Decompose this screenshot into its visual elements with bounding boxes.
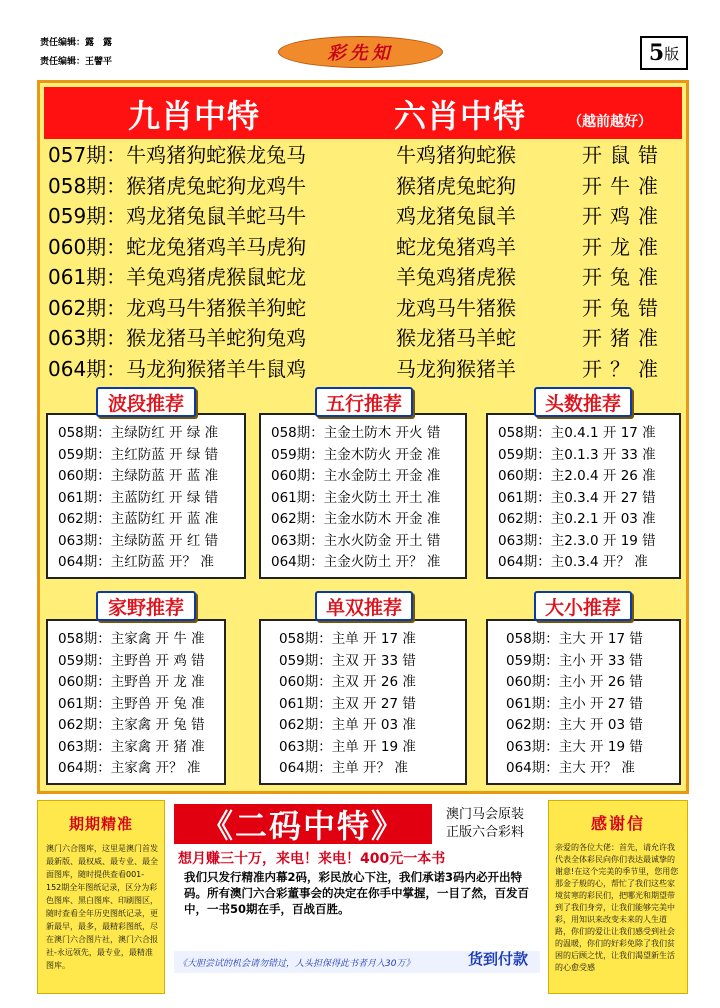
list-item: 061期：主小 开 27 错 bbox=[506, 695, 643, 712]
list-item: 058期：主家禽 开 牛 准 bbox=[58, 631, 205, 647]
list-item: 060期：主2.0.4 开 26 准 bbox=[498, 468, 656, 484]
title-banner bbox=[44, 87, 682, 139]
editor-line: 责任编辑：露 露 bbox=[40, 38, 113, 48]
nine-picks: 061期：羊兔鸡猪虎猴鼠蛇龙 bbox=[48, 265, 307, 289]
draw-result: 开鸡准 bbox=[582, 204, 666, 228]
ad-footnote: 《大胆尝试的机会请勿错过，人头担保得此书者月入30万》 bbox=[174, 951, 540, 973]
cash-on-delivery-label: 货到付款 bbox=[468, 950, 529, 968]
book-ad bbox=[170, 800, 544, 994]
nine-picks: 059期：鸡龙猪兔鼠羊蛇马牛 bbox=[48, 204, 307, 228]
nine-picks: 064期：马龙狗猴猪羊牛鼠鸡 bbox=[48, 356, 307, 381]
list-item: 058期：主单 开 17 准 bbox=[279, 631, 416, 647]
list-item: 060期：主水金防土 开金 准 bbox=[271, 468, 441, 484]
head-number-title: 头数推荐 bbox=[534, 387, 632, 417]
nine-zodiac-title: 九肖中特 bbox=[128, 97, 261, 135]
nine-picks: 058期：猴猪虎兔蛇狗龙鸡牛 bbox=[48, 173, 307, 198]
draw-result: 开鼠错 bbox=[582, 143, 666, 167]
list-item: 059期：主小 开 33 错 bbox=[506, 652, 643, 669]
list-item: 064期：主金火防土 开？ 准 bbox=[271, 554, 441, 570]
list-item: 062期：主家禽 开 兔 错 bbox=[58, 717, 205, 733]
list-item: 060期：主野兽 开 龙 准 bbox=[58, 674, 205, 690]
list-item: 060期：主双 开 26 准 bbox=[279, 674, 416, 690]
list-item: 058期：主大 开 17 错 bbox=[506, 631, 643, 647]
page-number-box bbox=[640, 36, 688, 70]
ad-paragraph: 我们只发行精准内幕2码，彩民放心下注，我们承诺3码内必开出特码。所有澳门六合彩董事会的决定在你手中掌握，一目了然，百发百中，一书50期在手，百战百胜。 bbox=[184, 870, 529, 916]
title-note: （越前越好） bbox=[568, 114, 652, 130]
list-item: 063期：主单 开 19 准 bbox=[279, 738, 416, 755]
draw-result: 开？准 bbox=[582, 356, 666, 381]
five-elements-title: 五行推荐 bbox=[315, 387, 413, 417]
draw-result: 开牛准 bbox=[582, 173, 666, 198]
list-item: 059期：主双 开 33 错 bbox=[279, 652, 416, 669]
five-elements-box bbox=[259, 413, 467, 579]
nine-picks: 063期：猴龙猪马羊蛇狗兔鸡 bbox=[48, 326, 307, 350]
list-item: 063期：主2.3.0 开 19 错 bbox=[498, 532, 656, 549]
six-picks: 羊兔鸡猪虎猴 bbox=[396, 265, 516, 289]
list-item: 063期：主水火防金 开土 错 bbox=[271, 532, 441, 549]
list-item: 061期：主金火防土 开土 准 bbox=[271, 489, 441, 506]
six-picks: 鸡龙猪兔鼠羊 bbox=[396, 204, 516, 228]
ad-slogan: 想月赚三十万，来电！来电！400元一本书 bbox=[178, 851, 446, 867]
list-item: 064期：主红防蓝 开？ 准 bbox=[58, 554, 214, 570]
list-item: 062期：主大 开 03 错 bbox=[506, 717, 643, 733]
list-item: 064期：主单 开？ 准 bbox=[279, 760, 408, 776]
list-item: 061期：主蓝防红 开 绿 错 bbox=[58, 489, 219, 506]
publisher-line: 澳门马会原装 bbox=[446, 807, 525, 822]
list-item: 059期：主红防蓝 开 绿 错 bbox=[58, 446, 219, 463]
list-item: 059期：主金木防火 开金 准 bbox=[271, 446, 441, 463]
editor-line: 责任编辑：王譬平 bbox=[40, 57, 113, 67]
list-item: 061期：主0.3.4 开 27 错 bbox=[498, 489, 656, 506]
draw-result: 开龙准 bbox=[582, 234, 666, 259]
letter-title: 感谢信 bbox=[590, 814, 645, 833]
odd-even-title: 单双推荐 bbox=[315, 591, 413, 621]
list-item: 064期：主0.3.4 开？ 准 bbox=[498, 554, 648, 570]
list-item: 064期：主大 开？ 准 bbox=[506, 760, 635, 776]
page-number: 5 bbox=[648, 40, 665, 66]
wave-recommend-title: 波段推荐 bbox=[96, 387, 196, 417]
six-picks: 牛鸡猪狗蛇猴 bbox=[396, 143, 516, 167]
list-item: 058期：主0.4.1 开 17 准 bbox=[498, 425, 656, 441]
gallery-ad-text: 澳门六合图库，这里是澳门首发最新版、最权威、最专业、最全面图库，随时提供查看001-152期全年图纸记录，区分为彩色图库、黑白图库、印刷图区，随时查看全年历史图纸记录，更新最早，最多，最精彩图纸，尽在澳门六合图片社，澳门六合报社-永远领先，最专业，最精准图库。 bbox=[46, 844, 158, 970]
odd-even-box bbox=[259, 619, 467, 785]
six-picks: 龙鸡马牛猪猴 bbox=[396, 295, 516, 320]
letter-text: 亲爱的各位大佬：首先，请允许我代表全体彩民向你们表达最诚挚的谢意!在这个完美的季节里，您用您那金子般的心，帮忙了我们这些家境贫寒的彩民们，把哪光和期望带到了我们身旁，让我们能够完美中彩，用知识来改变未来的人生道路，你们的爱让让我们感受到社会的温暖，你们的好彩免除了我们贫困的后顾之忧，让我们渴望新生活的心愈受感 bbox=[555, 843, 679, 972]
list-item: 060期：主小 开 26 错 bbox=[506, 674, 643, 690]
page-suffix: 版 bbox=[664, 44, 680, 63]
head-number-box bbox=[486, 413, 681, 579]
six-zodiac-title: 六肖中特 bbox=[394, 97, 527, 135]
six-picks: 马龙狗猴猪羊 bbox=[396, 356, 516, 381]
list-item: 062期：主单 开 03 准 bbox=[279, 717, 416, 733]
draw-result: 开猪准 bbox=[582, 326, 666, 350]
list-item: 064期：主家禽 开？ 准 bbox=[58, 760, 201, 776]
list-item: 060期：主绿防蓝 开 蓝 准 bbox=[58, 468, 219, 484]
draw-result: 开兔准 bbox=[582, 265, 666, 289]
publisher-line: 正版六合彩料 bbox=[446, 825, 525, 840]
six-picks: 蛇龙兔猪鸡羊 bbox=[396, 234, 516, 259]
six-picks: 猴龙猪马羊蛇 bbox=[396, 326, 516, 350]
nine-picks: 060期：蛇龙兔猪鸡羊马虎狗 bbox=[48, 234, 307, 259]
main-panel bbox=[37, 80, 689, 794]
domestic-wild-title: 家野推荐 bbox=[96, 591, 196, 621]
big-small-box bbox=[486, 619, 681, 785]
list-item: 061期：主双 开 27 错 bbox=[279, 695, 416, 712]
list-item: 063期：主家禽 开 猪 准 bbox=[58, 738, 205, 755]
editor-credits bbox=[40, 34, 112, 72]
draw-result: 开兔错 bbox=[582, 295, 666, 320]
list-item: 062期：主0.2.1 开 03 准 bbox=[498, 511, 656, 527]
list-item: 058期：主金土防木 开火 错 bbox=[271, 425, 441, 441]
list-item: 062期：主蓝防红 开 蓝 准 bbox=[58, 511, 219, 527]
nine-picks: 062期：龙鸡马牛猪猴羊狗蛇 bbox=[48, 295, 307, 320]
nine-picks: 057期：牛鸡猪狗蛇猴龙兔马 bbox=[48, 143, 307, 167]
big-small-title: 大小推荐 bbox=[534, 591, 632, 621]
list-item: 063期：主绿防蓝 开 红 错 bbox=[58, 532, 219, 549]
masthead-logo: 彩先知 bbox=[278, 36, 443, 68]
list-item: 063期：主大 开 19 错 bbox=[506, 738, 643, 755]
publisher-note bbox=[446, 806, 524, 842]
list-item: 059期：主0.1.3 开 33 准 bbox=[498, 446, 656, 463]
list-item: 061期：主野兽 开 兔 准 bbox=[58, 695, 205, 712]
gallery-ad-title: 期期精准 bbox=[68, 815, 133, 833]
domestic-wild-box bbox=[46, 619, 226, 785]
list-item: 062期：主金水防木 开金 准 bbox=[271, 511, 441, 527]
list-item: 059期：主野兽 开 鸡 错 bbox=[58, 652, 205, 669]
thank-you-letter bbox=[548, 800, 688, 994]
list-item: 058期：主绿防红 开 绿 准 bbox=[58, 425, 219, 441]
six-picks: 猴猪虎兔蛇狗 bbox=[396, 173, 516, 198]
book-title: 《二码中特》 bbox=[174, 804, 432, 844]
gallery-ad bbox=[37, 800, 165, 994]
wave-recommend-box bbox=[46, 413, 246, 579]
